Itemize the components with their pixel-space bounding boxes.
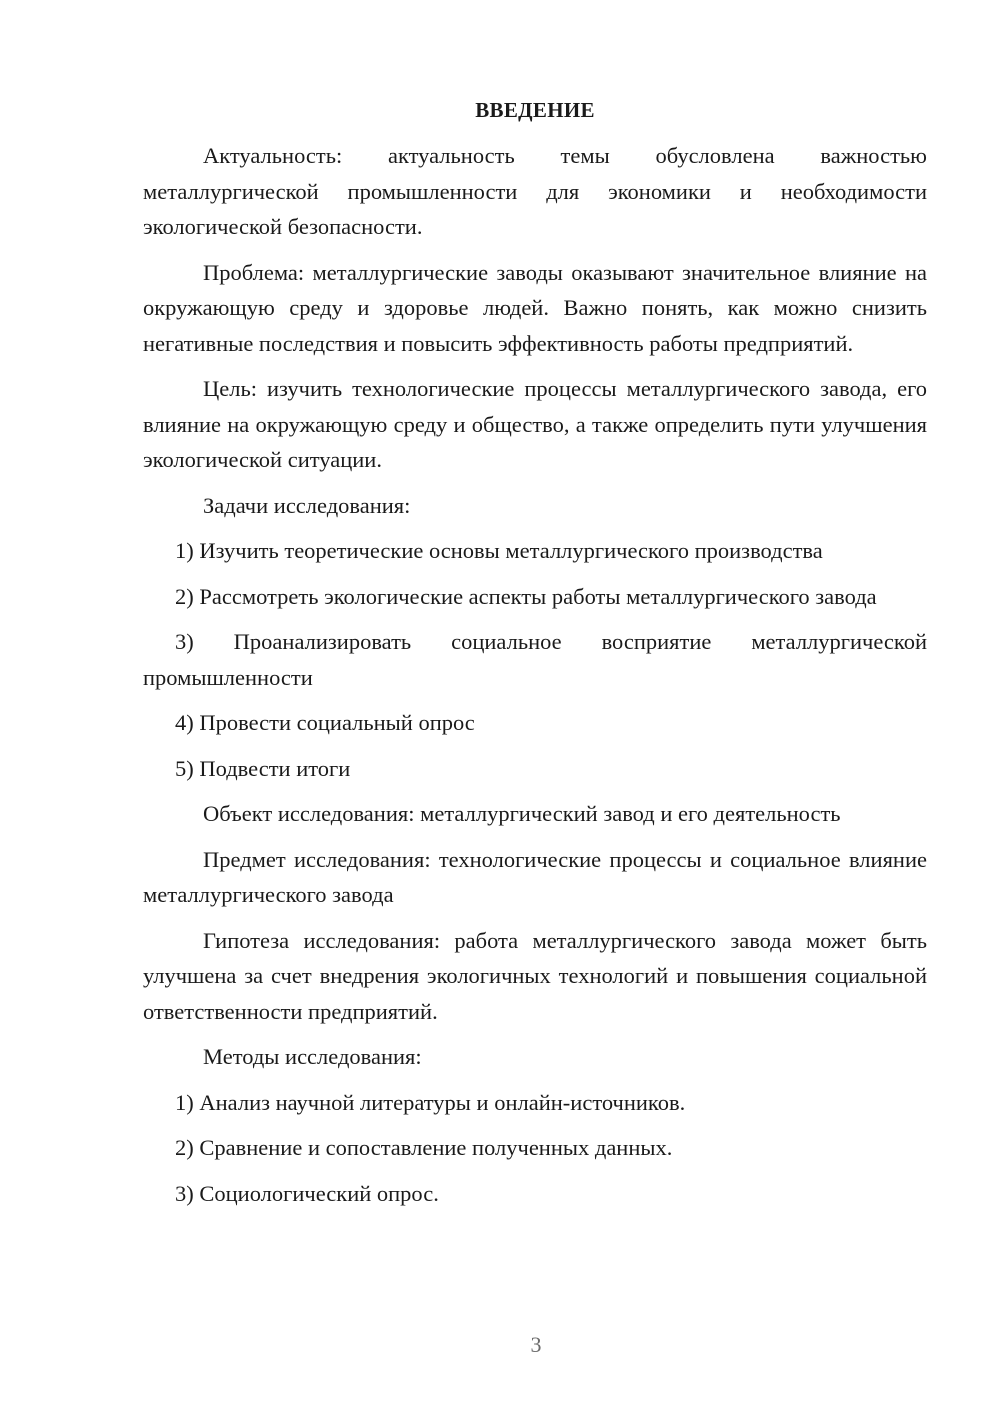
subject-paragraph: Предмет исследования: технологические процессы и социальное влияние металлургического завода xyxy=(143,846,927,907)
method-item: 2) Сравнение и сопоставление полученных данных. xyxy=(175,1135,673,1160)
methods-title: Методы исследования: xyxy=(203,1044,422,1069)
page-number: 3 xyxy=(530,1332,542,1357)
page-content xyxy=(143,94,927,1211)
task-item: 2) Рассмотреть экологические аспекты работы металлургического завода xyxy=(175,583,877,609)
relevance-paragraph: Актуальность: актуальность темы обусловлена важностью металлургической промышленности для экономики и необходимости экологической безопасности. xyxy=(143,143,927,239)
problem-paragraph: Проблема: металлургические заводы оказывают значительное влияние на окружающую среду и здоровье людей. Важно понять, как можно снизить негативные последствия и повысить эффективность работы предприятий. xyxy=(143,259,927,356)
method-item: 3) Социологический опрос. xyxy=(175,1180,439,1206)
goal-paragraph: Цель: изучить технологические процессы металлургического завода, его влияние на окружающую среду и общество, а также определить пути улучшения экологической ситуации. xyxy=(143,376,927,472)
task-item: 4) Провести социальный опрос xyxy=(175,710,475,735)
task-item: 5) Подвести итоги xyxy=(175,755,351,781)
task-item: 1) Изучить теоретические основы металлургического производства xyxy=(175,538,823,563)
section-heading: ВВЕДЕНИЕ xyxy=(475,98,595,122)
task-item: 3) Проанализировать социальное восприятие металлургической промышленности xyxy=(143,629,927,690)
tasks-title: Задачи исследования: xyxy=(203,492,411,518)
method-item: 1) Анализ научной литературы и онлайн-источников. xyxy=(175,1089,686,1115)
object-paragraph: Объект исследования: металлургический завод и его деятельность xyxy=(203,801,841,826)
hypothesis-paragraph: Гипотеза исследования: работа металлургического завода может быть улучшена за счет внедрения экологичных технологий и повышения социальной ответственности предприятий. xyxy=(143,927,927,1024)
